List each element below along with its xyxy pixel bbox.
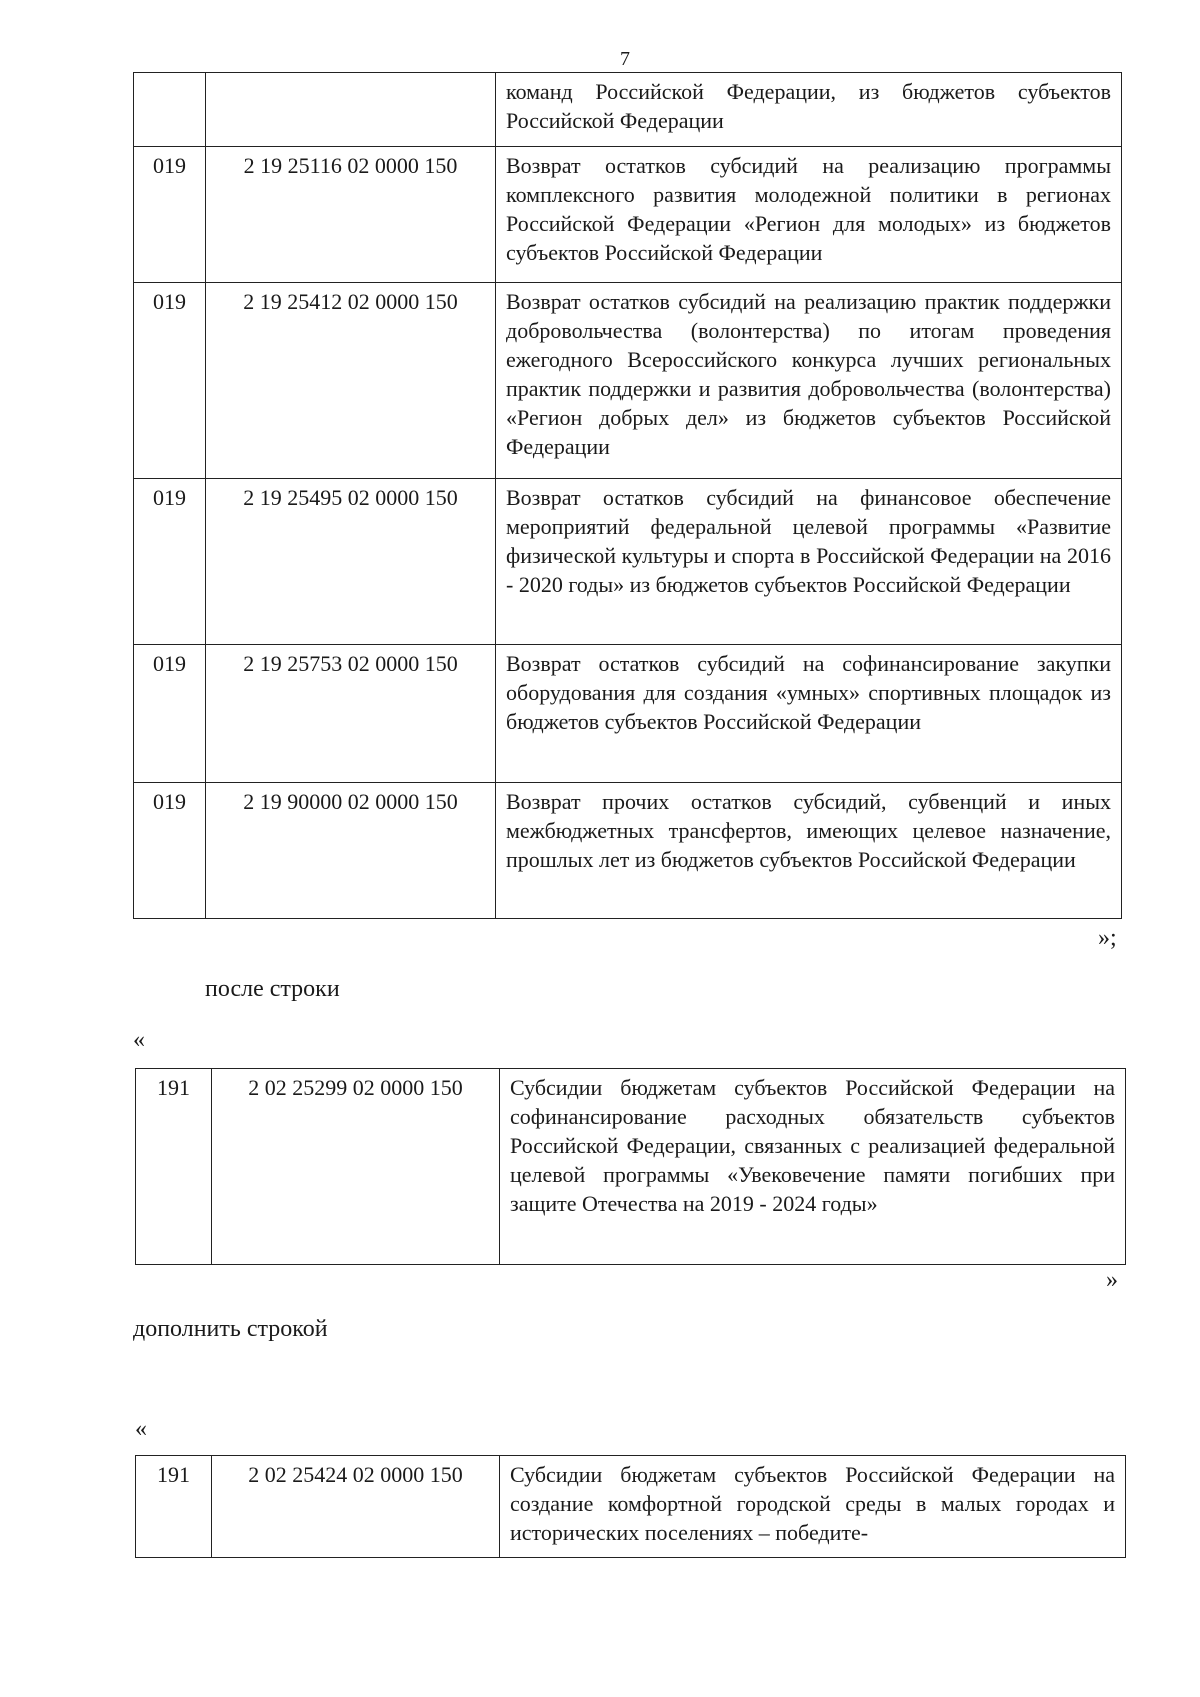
description-cell: Возврат прочих остатков субсидий, субвенций и иных межбюджетных трансфертов, имеющих целевое назначение, прошлых лет из бюджетов субъектов Российской Федерации bbox=[496, 783, 1122, 919]
description-cell: Возврат остатков субсидий на реализацию практик поддержки добровольчества (волонтерства) по итогам проведения ежегодного Всероссийского конкурса лучших региональных практик поддержки и развития добровольчества (волонтерства) «Регион добрых дел» из бюджетов субъектов Российской Федерации bbox=[496, 283, 1122, 479]
table-row bbox=[136, 1069, 1126, 1265]
budget-code-cell: 2 19 25495 02 0000 150 bbox=[206, 479, 496, 645]
table-row bbox=[134, 479, 1122, 645]
table-row bbox=[136, 1456, 1126, 1558]
budget-code-cell: 2 19 25753 02 0000 150 bbox=[206, 645, 496, 783]
description-cell: Возврат остатков субсидий на реализацию программы комплексного развития молодежной политики в регионах Российской Федерации «Регион для молодых» из бюджетов субъектов Российской Федерации bbox=[496, 147, 1122, 283]
table-row bbox=[134, 283, 1122, 479]
admin-code-cell: 019 bbox=[134, 479, 206, 645]
admin-code-cell bbox=[134, 73, 206, 147]
table-row bbox=[134, 73, 1122, 147]
page-number: 7 bbox=[620, 48, 630, 70]
opening-quote: « bbox=[135, 1416, 147, 1442]
budget-code-table-1 bbox=[133, 72, 1122, 919]
closing-quote: »; bbox=[1098, 925, 1117, 951]
admin-code-cell: 019 bbox=[134, 783, 206, 919]
table-row bbox=[134, 645, 1122, 783]
description-cell: Возврат остатков субсидий на софинансирование закупки оборудования для создания «умных» спортивных площадок из бюджетов субъектов Российской Федерации bbox=[496, 645, 1122, 783]
admin-code-cell: 191 bbox=[136, 1456, 212, 1558]
description-cell: Субсидии бюджетам субъектов Российской Федерации на создание комфортной городской среды в малых городах и исторических поселениях – победите- bbox=[500, 1456, 1126, 1558]
budget-code-table-2 bbox=[135, 1068, 1126, 1265]
budget-code-cell: 2 19 25116 02 0000 150 bbox=[206, 147, 496, 283]
admin-code-cell: 019 bbox=[134, 283, 206, 479]
admin-code-cell: 019 bbox=[134, 147, 206, 283]
budget-code-table-3 bbox=[135, 1455, 1126, 1558]
table-row bbox=[134, 783, 1122, 919]
budget-code-cell: 2 19 90000 02 0000 150 bbox=[206, 783, 496, 919]
after-line-instruction: после строки bbox=[205, 976, 340, 1002]
admin-code-cell: 191 bbox=[136, 1069, 212, 1265]
admin-code-cell: 019 bbox=[134, 645, 206, 783]
budget-code-cell: 2 02 25299 02 0000 150 bbox=[212, 1069, 500, 1265]
description-cell: Субсидии бюджетам субъектов Российской Федерации на софинансирование расходных обязательств субъектов Российской Федерации, связанных с реализацией федеральной целевой программы «Увековечение памяти погибших при защите Отечества на 2019 - 2024 годы» bbox=[500, 1069, 1126, 1265]
budget-code-cell: 2 19 25412 02 0000 150 bbox=[206, 283, 496, 479]
description-cell: Возврат остатков субсидий на финансовое обеспечение мероприятий федеральной целевой программы «Развитие физической культуры и спорта в Российской Федерации на 2016 - 2020 годы» из бюджетов субъектов Российской Федерации bbox=[496, 479, 1122, 645]
table-row bbox=[134, 147, 1122, 283]
opening-quote: « bbox=[133, 1027, 145, 1053]
description-cell: команд Российской Федерации, из бюджетов субъектов Российской Федерации bbox=[496, 73, 1122, 147]
append-line-instruction: дополнить строкой bbox=[133, 1316, 328, 1342]
budget-code-cell bbox=[206, 73, 496, 147]
budget-code-cell: 2 02 25424 02 0000 150 bbox=[212, 1456, 500, 1558]
closing-quote: » bbox=[1106, 1267, 1118, 1293]
